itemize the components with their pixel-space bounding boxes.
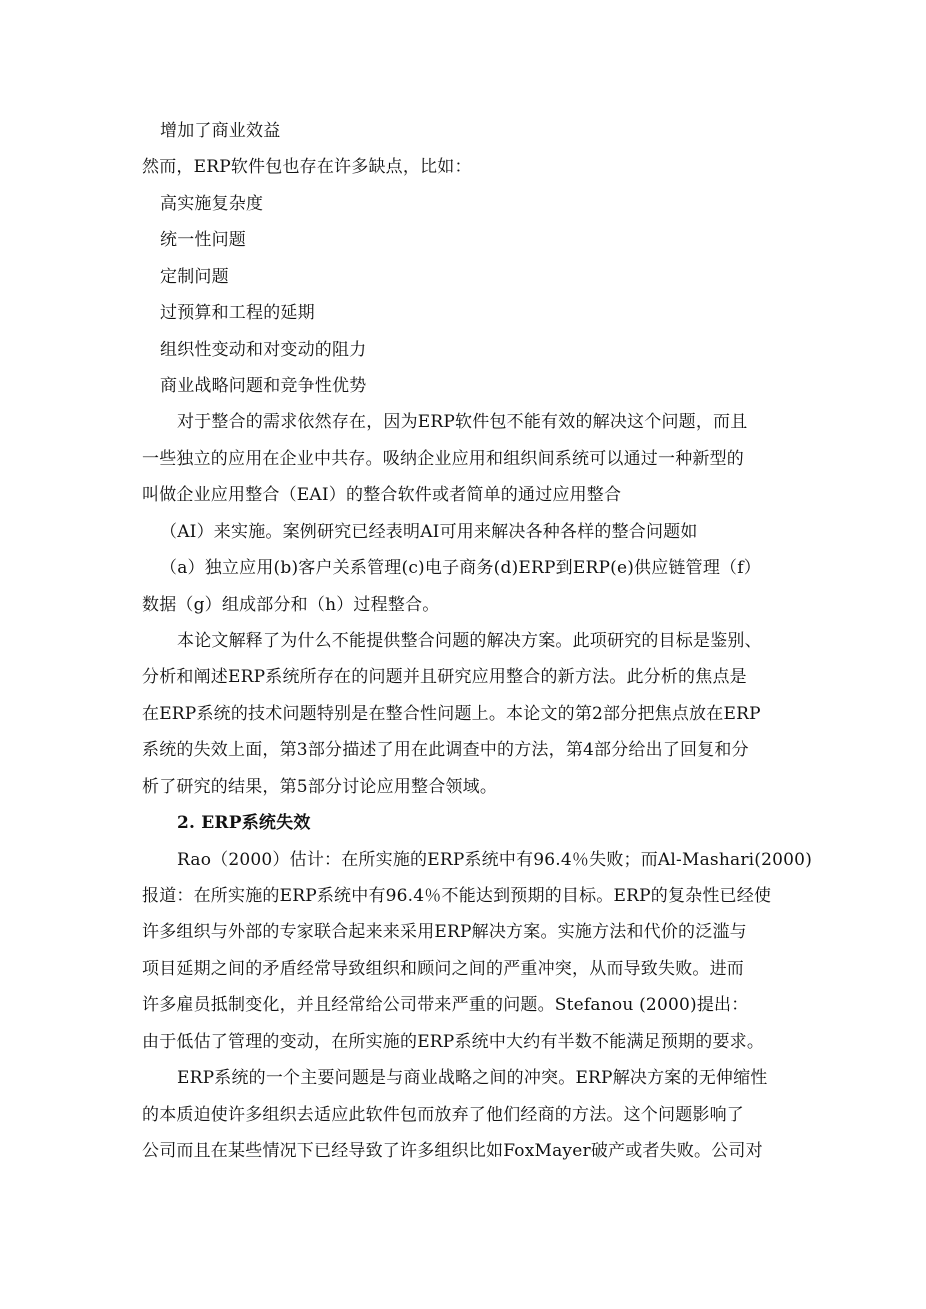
paragraph-line: 系统的失效上面，第3部分描述了用在此调查中的方法，第4部分给出了回复和分 bbox=[142, 740, 749, 760]
drawback-item-2: 统一性问题 bbox=[160, 230, 246, 250]
paragraph-line: 许多雇员抵制变化，并且经常给公司带来严重的问题。Stefanou (2000)提出： bbox=[142, 995, 749, 1015]
paragraph-line: 分析和阐述ERP系统所存在的问题并且研究应用整合的新方法。此分析的焦点是 bbox=[142, 667, 747, 687]
paragraph-line: 项目延期之间的矛盾经常导致组织和顾问之间的严重冲突，从而导致失败。进而 bbox=[142, 959, 744, 979]
paragraph-line: 一些独立的应用在企业中共存。吸纳企业应用和组织间系统可以通过一种新型的 bbox=[142, 449, 744, 469]
paragraph-line: 对于整合的需求依然存在，因为ERP软件包不能有效的解决这个问题，而且 bbox=[177, 412, 748, 432]
paragraph-line: 的本质迫使许多组织去适应此软件包而放弃了他们经商的方法。这个问题影响了 bbox=[142, 1105, 744, 1125]
paragraph-line: 由于低估了管理的变动，在所实施的ERP系统中大约有半数不能满足预期的要求。 bbox=[142, 1032, 765, 1052]
drawback-item-4: 过预算和工程的延期 bbox=[160, 303, 315, 323]
paragraph-line: （a）独立应用(b)客户关系管理(c)电子商务(d)ERP到ERP(e)供应链管理（f） bbox=[160, 558, 761, 578]
drawback-item-5: 组织性变动和对变动的阻力 bbox=[160, 340, 367, 360]
paragraph-line: （AI）来实施。案例研究已经表明AI可用来解决各种各样的整合问题如 bbox=[160, 522, 698, 542]
section-heading: 2. ERP系统失效 bbox=[177, 813, 311, 833]
paragraph-line: 公司而且在某些情况下已经导致了许多组织比如FoxMayer破产或者失败。公司对 bbox=[142, 1141, 763, 1161]
paragraph-line: 叫做企业应用整合（EAI）的整合软件或者简单的通过应用整合 bbox=[142, 485, 622, 505]
paragraph-line: 报道：在所实施的ERP系统中有96.4％不能达到预期的目标。ERP的复杂性已经使 bbox=[142, 886, 772, 906]
drawbacks-intro: 然而，ERP软件包也存在许多缺点，比如： bbox=[142, 157, 472, 177]
paragraph-line: 在ERP系统的技术问题特别是在整合性问题上。本论文的第2部分把焦点放在ERP bbox=[142, 704, 761, 724]
drawback-item-1: 高实施复杂度 bbox=[160, 194, 264, 214]
benefit-item-increased-business-benefit: 增加了商业效益 bbox=[160, 121, 281, 141]
paragraph-line: Rao（2000）估计：在所实施的ERP系统中有96.4％失败；而Al-Mashari(2000) bbox=[177, 850, 813, 870]
paragraph-line: ERP系统的一个主要问题是与商业战略之间的冲突。ERP解决方案的无伸缩性 bbox=[177, 1068, 768, 1088]
paragraph-line: 许多组织与外部的专家联合起来来采用ERP解决方案。实施方法和代价的泛滥与 bbox=[142, 922, 747, 942]
paragraph-line: 数据（g）组成部分和（h）过程整合。 bbox=[142, 595, 440, 615]
paragraph-line: 析了研究的结果，第5部分讨论应用整合领域。 bbox=[142, 777, 498, 797]
drawback-item-6: 商业战略问题和竞争性优势 bbox=[160, 376, 367, 396]
paragraph-line: 本论文解释了为什么不能提供整合问题的解决方案。此项研究的目标是鉴别、 bbox=[177, 631, 762, 651]
drawback-item-3: 定制问题 bbox=[160, 267, 229, 287]
